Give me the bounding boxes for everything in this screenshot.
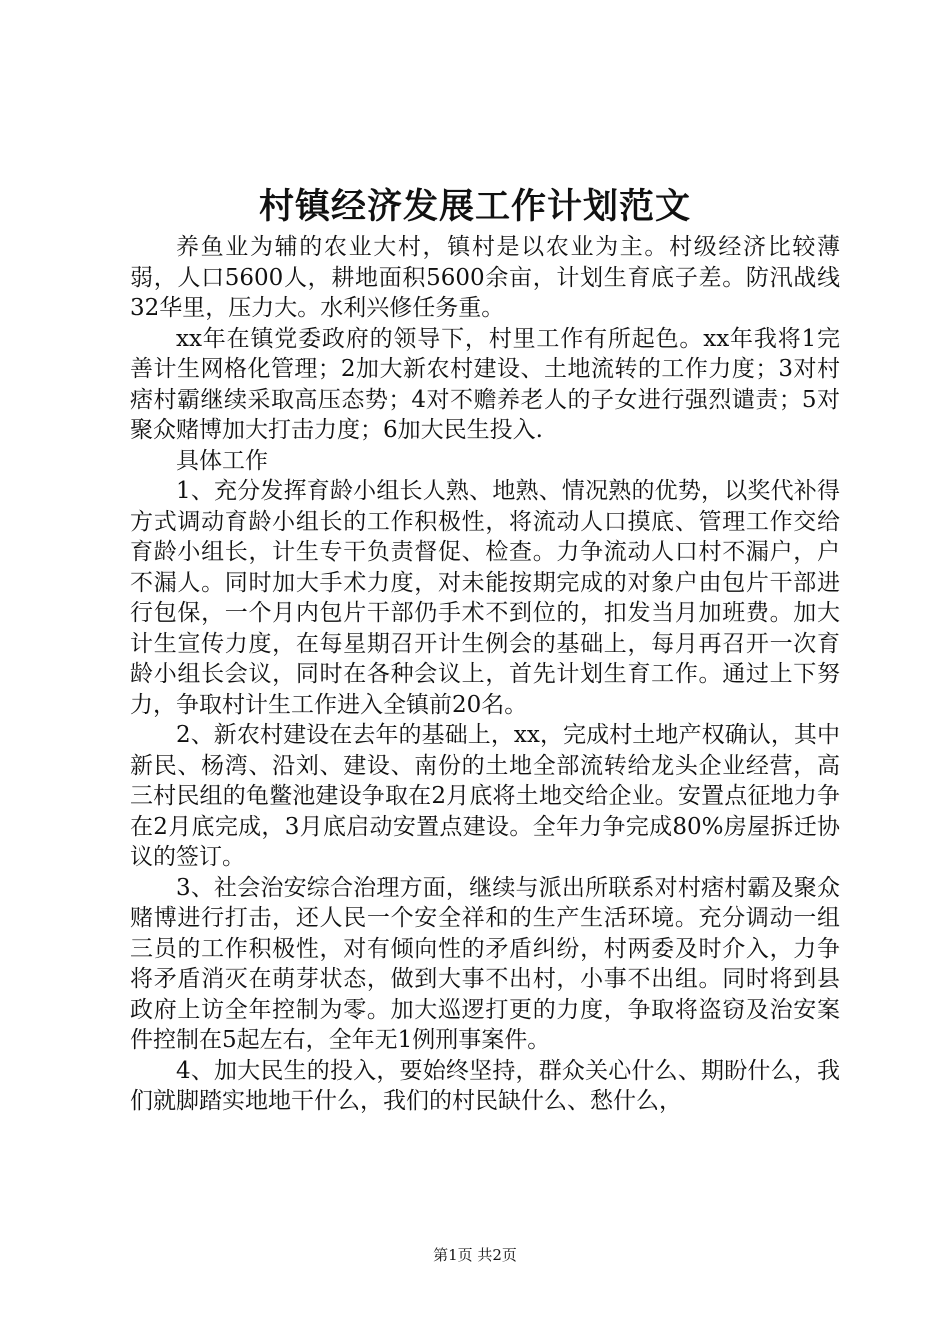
paragraph: 养鱼业为辅的农业大村，镇村是以农业为主。村级经济比较薄弱，人口5600人，耕地面积5600余亩，计划生育底子差。防汛战线32华里，压力大。水利兴修任务重。 [130,234,840,321]
document-title: 村镇经济发展工作计划范文 [258,186,691,227]
paragraph: 4、加大民生的投入，要始终坚持，群众关心什么、期盼什么，我们就脚踏实地地干什么，我们的村民缺什么、愁什么， [130,1057,840,1114]
paragraph: 3、社会治安综合治理方面，继续与派出所联系对村痞村霸及聚众赌博进行打击，还人民一个安全祥和的生产生活环境。充分调动一组三员的工作积极性，对有倾向性的矛盾纠纷，村两委及时介入，力争将矛盾消灭在萌芽状态，做到大事不出村，小事不出组。同时将到县政府上访全年控制为零。加大巡逻打更的力度，争取将盗窃及治安案件控制在5起左右，全年无1例刑事案件。 [130,874,840,1053]
paragraph: 1、充分发挥育龄小组长人熟、地熟、情况熟的优势，以奖代补得方式调动育龄小组长的工作积极性，将流动人口摸底、管理工作交给育龄小组长，计生专干负责督促、检查。力争流动人口村不漏户，户不漏人。同时加大手术力度，对未能按期完成的对象户由包片干部进行包保，一个月内包片干部仍手术不到位的，扣发当月加班费。加大计生宣传力度，在每星期召开计生例会的基础上，每月再召开一次育龄小组长会议，同时在各种会议上，首先计划生育工作。通过上下努力，争取村计生工作进入全镇前20名。 [130,478,840,718]
document-body [130,232,840,1117]
paragraph: xx年在镇党委政府的领导下，村里工作有所起色。xx年我将1完善计生网格化管理；2加大新农村建设、土地流转的工作力度；3对村痞村霸继续采取高压态势；4对不赡养老人的子女进行强烈谴责；5对聚众赌博加大打击力度；6加大民生投入. [130,325,840,443]
section-heading: 具体工作 [176,447,268,474]
page-number-footer: 第1页 共2页 [433,1246,517,1264]
paragraph: 2、新农村建设在去年的基础上，xx，完成村土地产权确认，其中新民、杨湾、沿刘、建设、南份的土地全部流转给龙头企业经营，高三村民组的龟鳖池建设争取在2月底将土地交给企业。安置点征地力争在2月底完成，3月底启动安置点建设。全年力争完成80%房屋拆迁协议的签订。 [130,722,840,870]
